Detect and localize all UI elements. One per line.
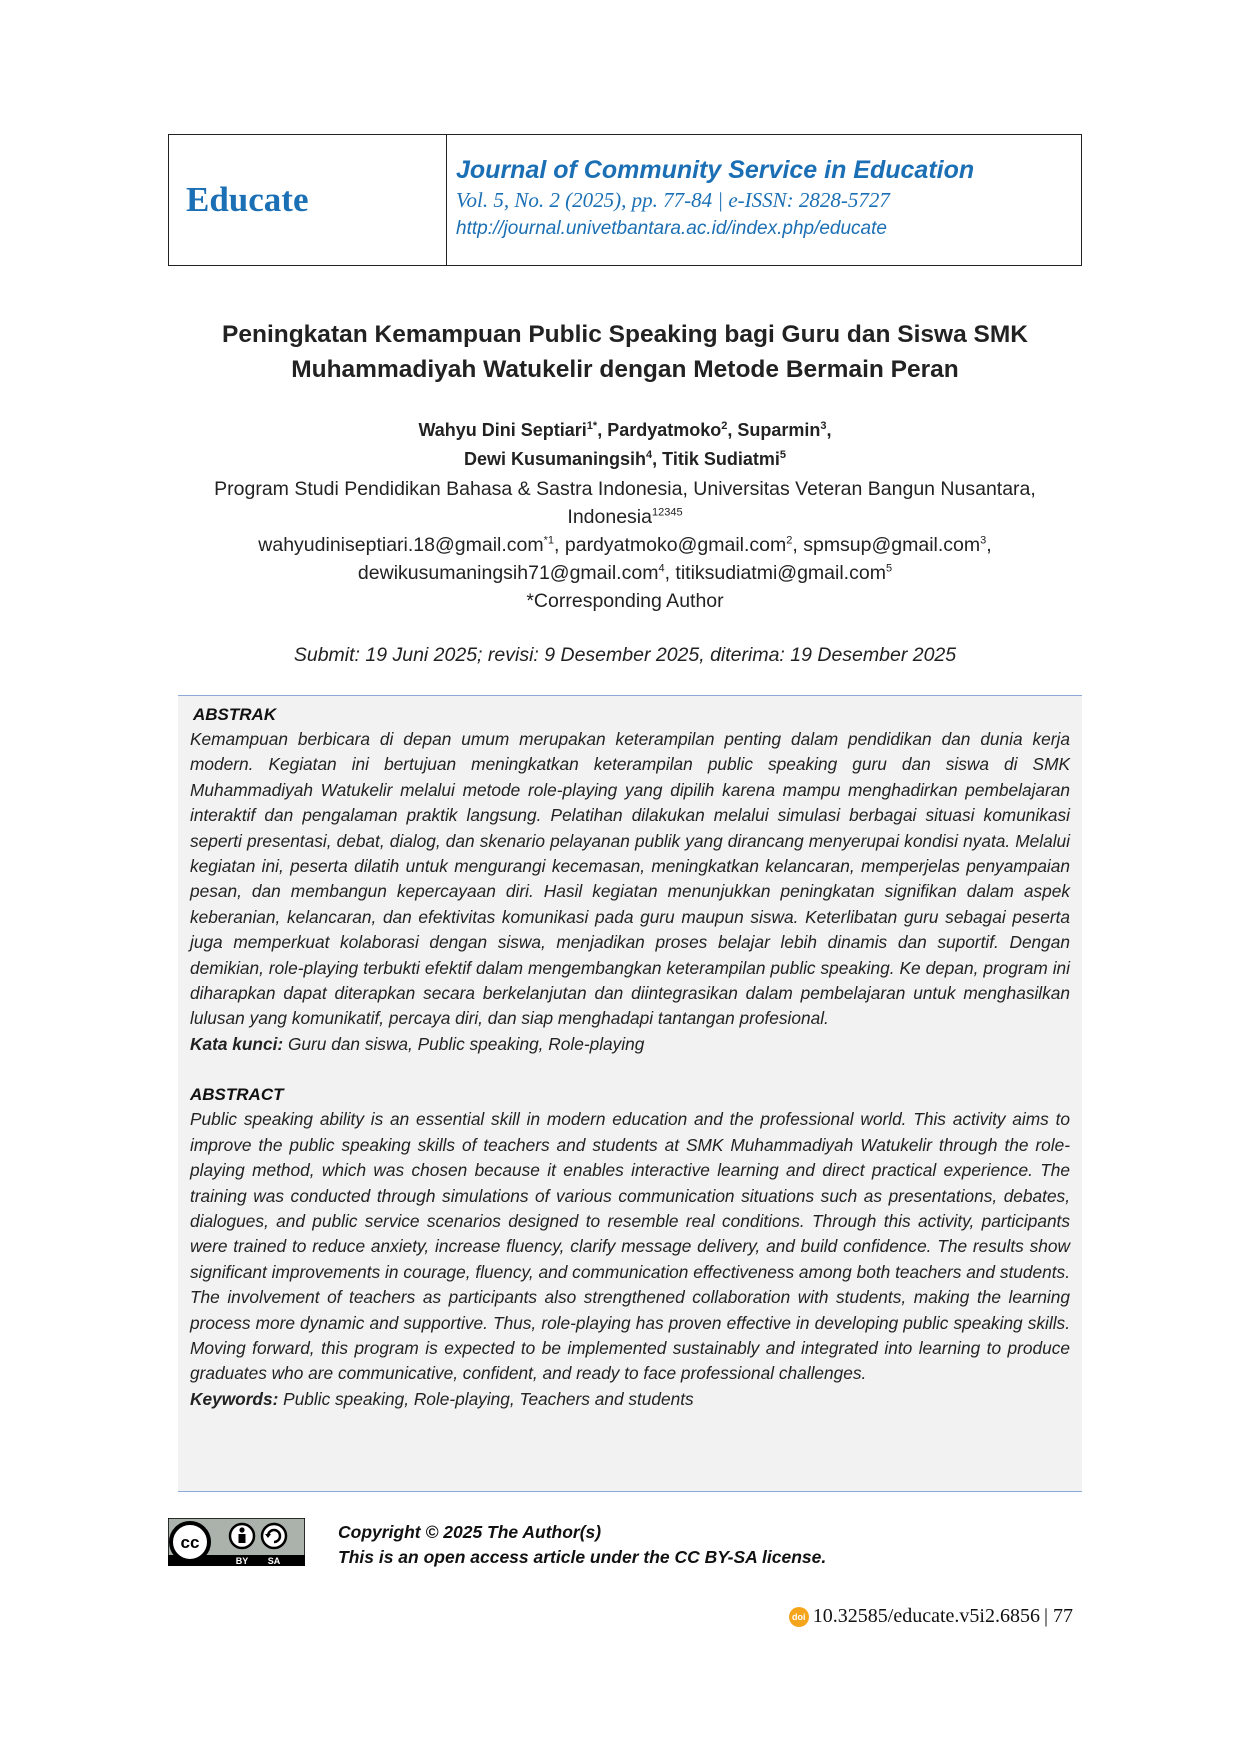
page-number: | 77 — [1043, 1605, 1073, 1627]
author-sup: 2 — [721, 420, 728, 432]
cc-icon-text: cc — [180, 1533, 200, 1552]
abstract-panel — [178, 695, 1082, 1492]
email-sup: 2 — [786, 534, 793, 547]
email-line-1: wahyudiniseptiari.18@gmail.com$^{*1}$, pardyatmoko@gmail.com$^2$, spmsup@gmail.com$^3$, — [258, 534, 992, 556]
email-sup: 4 — [658, 562, 665, 575]
by-person-head — [239, 1527, 244, 1532]
affiliation-line-1: Program Studi Pendidikan Bahasa & Sastra Indonesia, Universitas Veteran Bangun Nusantara, — [214, 478, 1036, 500]
journal-header — [168, 134, 1082, 266]
journal-name: Journal of Community Service in Education — [456, 156, 975, 184]
author-email[interactable]: wahyudiniseptiari.18@gmail.com — [258, 534, 544, 556]
abstrak-keywords — [190, 1032, 1070, 1057]
author-line-2: Dewi Kusumaningsih$^4$, Titik Sudiatmi$^5$ — [464, 449, 786, 469]
journal-url[interactable]: http://journal.univetbantara.ac.id/index.php/educate — [456, 218, 887, 239]
author-line-1: Wahyu Dini Septiari$^{1*}$, Pardyatmoko$^2$, Suparmin$^3$, — [418, 420, 832, 440]
abstract-keywords-label: Keywords: — [190, 1388, 279, 1409]
paper-title — [168, 317, 1082, 387]
author-name: Pardyatmoko — [607, 420, 722, 440]
open-access-line: This is an open access article under the CC BY-SA license. — [338, 1547, 827, 1567]
journal-info-cell — [447, 135, 974, 265]
abstract-keywords — [190, 1387, 1070, 1412]
abstrak-text: Kemampuan berbicara di depan umum merupakan keterampilan penting dalam pendidikan dan dunia kerja modern. Kegiatan ini bertujuan meningkatkan keterampilan public speaking guru dan siswa di SMK Muhammadiyah Watukelir melalui metode role-playing yang dipilih karena mampu menghadirkan pembelajaran interaktif dan pengalaman praktik langsung. Pelatihan dilakukan melalui simulasi berbagai situasi komunikasi seperti presentasi, debat, dialog, dan skenario pelayanan publik yang dirancang menyerupai kondisi nyata. Melalui kegiatan ini, peserta dilatih untuk mengurangi kecemasan, meningkatkan kelancaran, memperjelas penyampaian pesan, dan membangun kepercayaan diri. Hasil kegiatan menunjukkan peningkatan signifikan dalam aspek keberanian, kelancaran, dan efektivitas komunikasi pada guru maupun siswa. Keterlibatan guru sebagai peserta juga memperkuat kolaborasi dengan siswa, menjadikan proses belajar lebih dinamis dan suportif. Dengan demikian, role-playing terbukti efektif dalam mengembangkan keterampilan public speaking. Ke depan, program ini diharapkan dapat diterapkan secara berkelanjutan dan diintegrasikan dalam pembelajaran untuk menghasilkan lulusan yang komunikatif, percaya diri, dan siap menghadapi tantangan profesional. — [190, 729, 1070, 1029]
author-sup: 1* — [586, 420, 598, 432]
affiliation-line-2 — [168, 503, 1082, 531]
email-sup: 3 — [980, 534, 987, 547]
author-sup: 4 — [646, 449, 653, 461]
author-name: Wahyu Dini Septiari — [418, 420, 587, 440]
badge-by-label: BY — [235, 1556, 249, 1566]
abstract-text: Public speaking ability is an essential skill in modern education and the professional world. This activity aims to improve the public speaking skills of teachers and students at SMK Muhammadiyah Watukelir through the role-playing method, which was chosen because it enables interactive learning and direct practical experience. The training was conducted through simulations of various communication situations such as presentations, debates, dialogues, and public service scenarios designed to resemble real conditions. Through this activity, participants were trained to reduce anxiety, increase fluency, clarify message delivery, and build confidence. The results show significant improvements in courage, fluency, and communication effectiveness among both teachers and students. The involvement of teachers as participants also strengthened collaboration with students, making the learning process more dynamic and supportive. Thus, role-playing has proven effective in developing public speaking skills. Moving forward, this program is expected to be implemented sustainably and integrated into learning to produce graduates who are communicative, confident, and ready to face professional challenges. — [190, 1109, 1070, 1384]
author-list — [168, 416, 1082, 474]
affiliation-country: Indonesia — [567, 506, 652, 528]
email-line-2: dewikusumaningsih71@gmail.com$^4$, titiksudiatmi@gmail.com$^5$ — [357, 562, 893, 584]
copyright-line: Copyright © 2025 The Author(s) — [338, 1522, 602, 1542]
email-sup: *1 — [543, 534, 555, 547]
submission-dates: Submit: 19 Juni 2025; revisi: 9 Desember 2025, diterima: 19 Desember 2025 — [293, 644, 957, 666]
affiliation-block — [168, 475, 1082, 615]
badge-sa-label: SA — [267, 1556, 281, 1566]
abstrak-keywords-value: Guru dan siswa, Public speaking, Role-playing — [287, 1033, 645, 1054]
cc-by-sa-badge[interactable] — [168, 1518, 305, 1566]
abstract-keywords-value: Public speaking, Role-playing, Teachers and students — [283, 1388, 694, 1409]
corresponding-note: *Corresponding Author — [526, 590, 724, 612]
doi-icon: doi — [789, 1607, 809, 1627]
doi-link[interactable]: 10.32585/educate.v5i2.6856 — [812, 1605, 1040, 1627]
abstract-content — [190, 702, 1070, 1412]
by-person-body — [239, 1534, 246, 1543]
author-sup: 5 — [779, 449, 786, 461]
author-email[interactable]: titiksudiatmi@gmail.com — [675, 562, 886, 584]
brand-cell — [169, 135, 447, 265]
page-footer — [789, 1605, 1073, 1628]
license-notice — [338, 1520, 826, 1570]
abstrak-heading: ABSTRAK — [193, 705, 277, 724]
abstrak-keywords-label: Kata kunci: — [190, 1033, 284, 1054]
sa-share-icon — [262, 1524, 286, 1548]
author-sup: 3 — [820, 420, 827, 432]
journal-brand: Educate — [186, 180, 309, 219]
author-name: Titik Sudiatmi — [662, 449, 780, 469]
email-sup: 5 — [885, 562, 893, 575]
author-email[interactable]: dewikusumaningsih71@gmail.com — [357, 562, 659, 584]
author-name: Suparmin — [737, 420, 821, 440]
author-email[interactable]: spmsup@gmail.com — [803, 534, 981, 556]
title-line-2: Muhammadiyah Watukelir dengan Metode Bermain Peran — [291, 356, 959, 383]
affiliation-sup: 12345 — [651, 506, 683, 519]
author-name: Dewi Kusumaningsih — [464, 449, 647, 469]
abstract-heading: ABSTRACT — [190, 1085, 284, 1105]
journal-volume: Vol. 5, No. 2 (2025), pp. 77-84 | e-ISSN: 2828-5727 — [456, 188, 890, 212]
author-email[interactable]: pardyatmoko@gmail.com — [564, 534, 787, 556]
title-line-1: Peningkatan Kemampuan Public Speaking bagi Guru dan Siswa SMK — [222, 321, 1028, 348]
